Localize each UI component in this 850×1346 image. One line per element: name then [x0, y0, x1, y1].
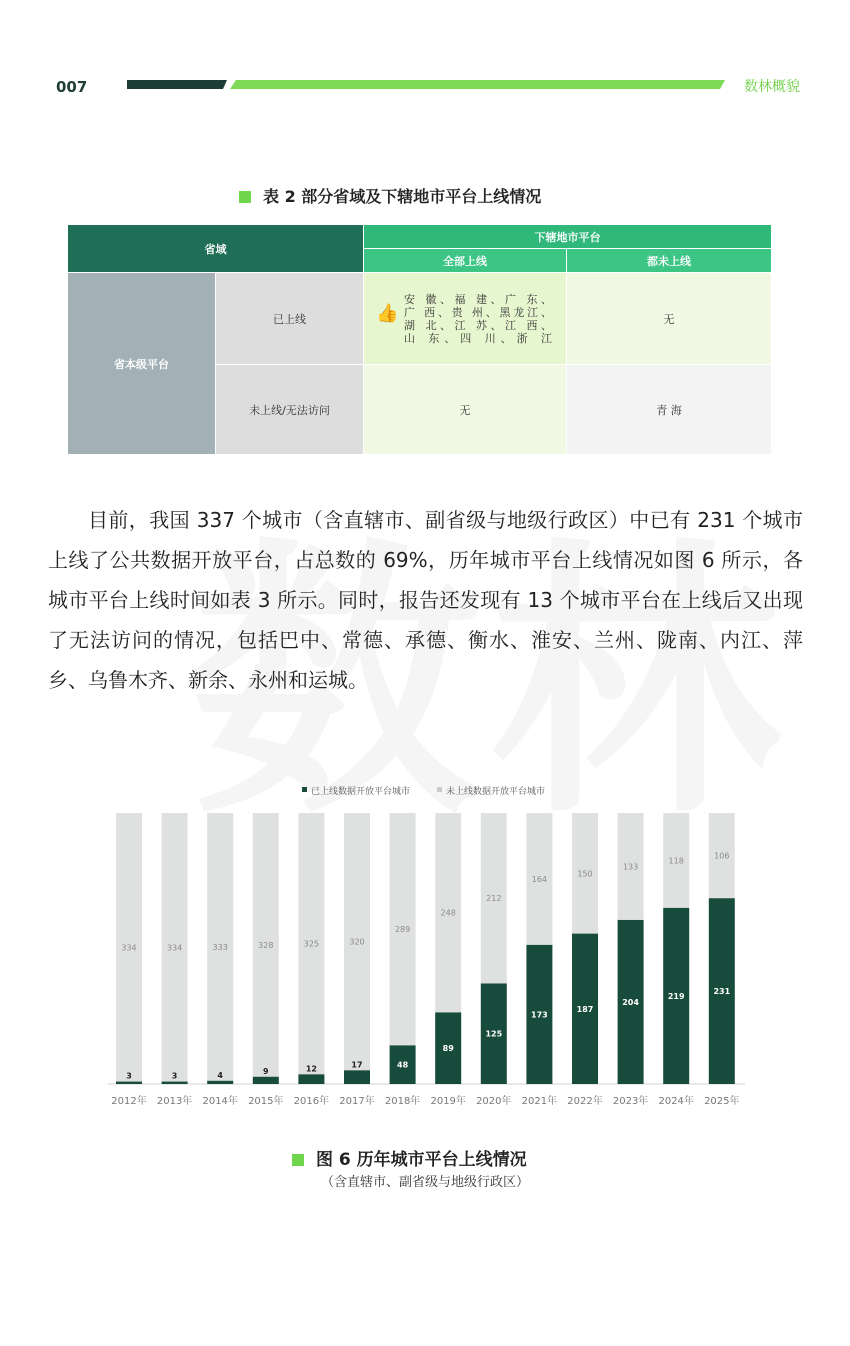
x-tick-label: 2012年 [111, 1096, 147, 1107]
data-label-online: 3 [126, 1071, 132, 1081]
data-label-offline: 133 [622, 862, 639, 872]
province-line: 广 西、贵 州、黑龙江、 [404, 305, 552, 319]
data-label-offline: 333 [212, 942, 228, 952]
figure-caption [292, 1145, 527, 1170]
header-bar-light [230, 80, 725, 89]
bar-online [344, 1070, 370, 1084]
data-label-offline: 334 [166, 943, 183, 953]
row-group-label: 省本级平台 [68, 273, 216, 455]
data-label-online: 187 [576, 1004, 594, 1014]
header-bar-dark [127, 80, 227, 89]
province-table [67, 224, 772, 455]
data-label-offline: 248 [440, 908, 456, 918]
province-line: 湖 北、江 苏、江 西、 [404, 318, 552, 332]
x-tick-label: 2022年 [567, 1096, 603, 1107]
legend-swatch [302, 787, 307, 792]
x-tick-label: 2021年 [521, 1096, 558, 1107]
status-online: 已上线 [216, 273, 364, 365]
caption-square-icon [239, 191, 251, 203]
data-label-offline: 334 [121, 943, 137, 953]
figure-caption-text: 图 6 历年城市平台上线情况 [316, 1150, 527, 1170]
all-online-provinces [364, 273, 567, 365]
data-label-online: 125 [485, 1029, 503, 1039]
province-line: 山 东、四 川、浙 江 [404, 331, 552, 345]
section-title: 数林概貌 [744, 79, 800, 95]
caption-square-icon [292, 1154, 304, 1166]
data-label-offline: 106 [714, 851, 730, 861]
bar-online [298, 1074, 324, 1084]
x-tick-label: 2023年 [612, 1096, 649, 1107]
data-label-offline: 150 [577, 869, 593, 879]
province-line: 安 徽、福 建、广 东、 [404, 292, 552, 306]
x-tick-label: 2016年 [293, 1096, 330, 1107]
data-label-offline: 289 [394, 925, 411, 935]
none-online-value: 无 [567, 273, 772, 365]
all-online-value: 无 [364, 365, 567, 455]
legend-label: 未上线数据开放平台城市 [446, 787, 546, 797]
data-label-online: 12 [305, 1064, 317, 1074]
x-tick-label: 2025年 [704, 1096, 740, 1107]
bar-chart [0, 775, 850, 1135]
data-label-offline: 212 [486, 894, 502, 904]
legend-swatch [437, 787, 442, 792]
data-label-online: 89 [442, 1044, 454, 1054]
body-paragraph [48, 500, 803, 700]
data-label-online: 17 [351, 1060, 363, 1070]
figure-subcaption: （含直辖市、副省级与地级行政区） [320, 1175, 529, 1190]
none-online-province: 青 海 [567, 365, 772, 455]
data-label-online: 3 [171, 1071, 178, 1081]
legend-label: 已上线数据开放平台城市 [311, 787, 411, 797]
x-tick-label: 2018年 [384, 1096, 421, 1107]
header-all-online: 全部上线 [364, 249, 567, 273]
x-tick-label: 2014年 [202, 1096, 238, 1107]
data-label-offline: 328 [258, 940, 274, 950]
x-tick-label: 2019年 [430, 1096, 466, 1107]
thumbs-up-icon: 👍 [376, 302, 399, 324]
data-label-offline: 320 [349, 937, 365, 947]
bar-online [207, 1081, 233, 1084]
header-city-platform: 下辖地市平台 [364, 225, 772, 249]
x-tick-label: 2017年 [339, 1096, 375, 1107]
data-label-offline: 325 [303, 939, 320, 949]
header-none-online: 都未上线 [567, 249, 772, 273]
bar-online [253, 1077, 279, 1084]
x-tick-label: 2013年 [156, 1096, 193, 1107]
data-label-online: 48 [397, 1060, 409, 1070]
data-label-online: 231 [713, 987, 731, 997]
table-caption [239, 184, 541, 207]
data-label-online: 9 [263, 1066, 269, 1076]
x-tick-label: 2015年 [248, 1096, 284, 1107]
bar-online [116, 1082, 142, 1084]
data-label-online: 204 [622, 997, 639, 1007]
data-label-offline: 164 [531, 874, 548, 884]
bar-online [162, 1082, 188, 1084]
data-label-online: 173 [531, 1010, 548, 1020]
status-offline: 未上线/无法访问 [216, 365, 364, 455]
data-label-online: 4 [217, 1070, 223, 1080]
header-province: 省域 [68, 225, 364, 273]
x-tick-label: 2020年 [476, 1096, 512, 1107]
page-number: 007 [56, 78, 88, 96]
table-caption-text: 表 2 部分省域及下辖地市平台上线情况 [263, 187, 542, 206]
data-label-online: 219 [667, 991, 685, 1001]
paragraph-text: 目前，我国 337 个城市（含直辖市、副省级与地级行政区）中已有 231 个城市上线了公共数据开放平台，占总数的 69%，历年城市平台上线情况如图 6 所示，各城市平台上线时间如表 3 所示。同时，报告还发现有 13 个城市平台在上线后又出现了无法访问的情况，包括巴中、常德、承德、衡水、淮安、兰州、陇南、内江、萍乡、乌鲁木齐、新余、永州和运城。 [48, 508, 803, 692]
x-tick-label: 2024年 [658, 1096, 694, 1107]
data-label-offline: 118 [668, 856, 684, 866]
